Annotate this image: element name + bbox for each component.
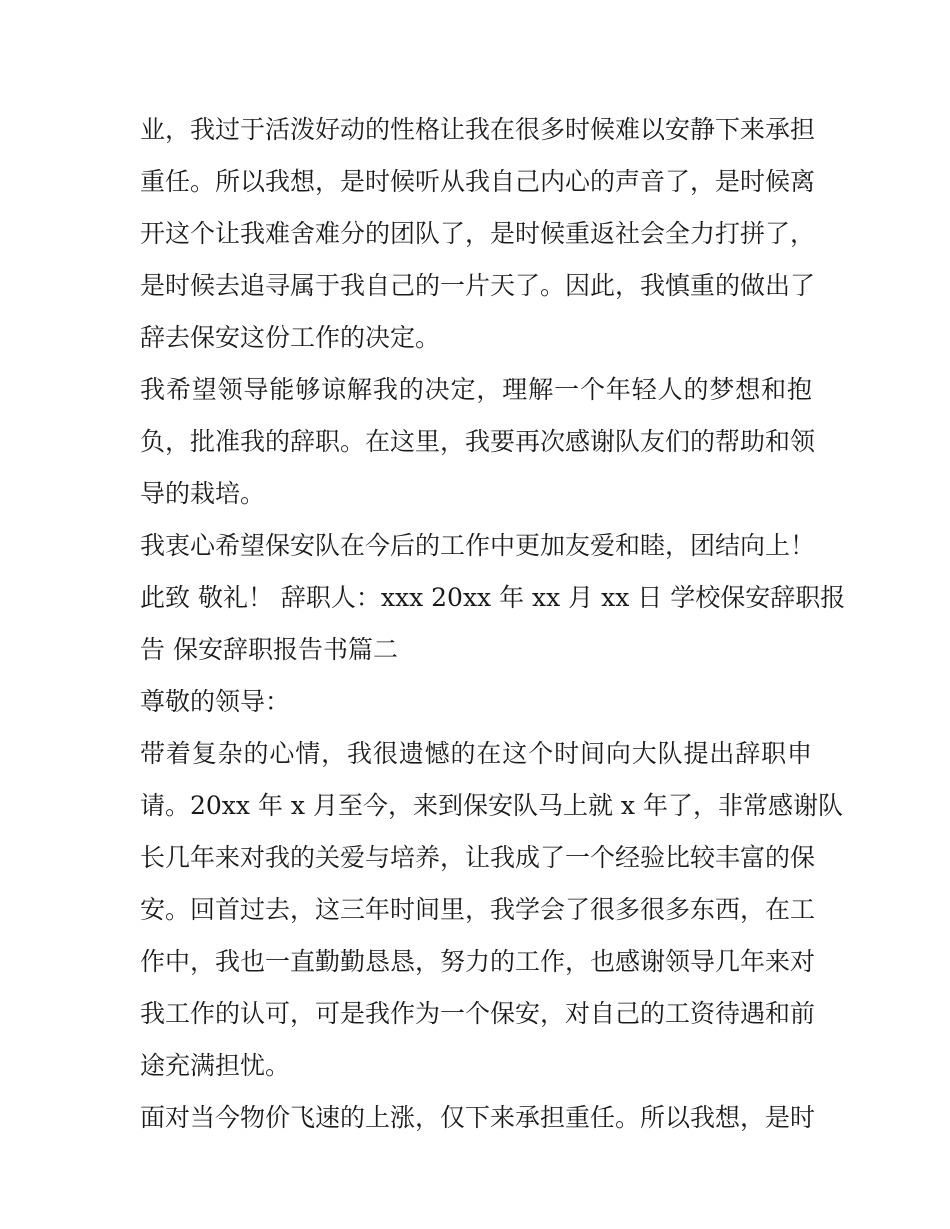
- text-line: 负，批准我的辞职。在这里，我要再次感谢队友们的帮助和领: [140, 427, 816, 456]
- text-line: 我希望领导能够谅解我的决定，理解一个年轻人的梦想和抱: [140, 375, 812, 404]
- text-line: 长几年来对我的关爱与培养，让我成了一个经验比较丰富的保: [140, 843, 816, 872]
- text-line: 是时候去追寻属于我自己的一片天了。因此，我慎重的做出了: [140, 271, 816, 300]
- text-line: 我工作的认可，可是我作为一个保安，对自己的工资待遇和前: [140, 999, 816, 1028]
- text-line: 辞去保安这份工作的决定。: [140, 323, 441, 352]
- text-line: 重任。所以我想，是时候听从我自己内心的声音了，是时候离: [140, 167, 816, 196]
- salutation: 尊敬的领导：: [140, 687, 291, 716]
- text-line: 带着复杂的心情，我很遗憾的在这个时间向大队提出辞职申: [140, 739, 812, 768]
- text-line: 业，我过于活泼好动的性格让我在很多时候难以安静下来承担: [140, 115, 816, 144]
- text-line: 导的栽培。: [140, 479, 266, 508]
- body-text: [140, 104, 846, 1144]
- text-line: 面对当今物价飞速的上涨，仅下来承担重任。所以我想，是时: [140, 1103, 816, 1132]
- text-line: 途充满担忧。: [140, 1051, 291, 1080]
- text-line: 此致 敬礼！ 辞职人：xxx 20xx 年 xx 月 xx 日 学校保安辞职报: [140, 583, 846, 612]
- text-line: 我衷心希望保安队在今后的工作中更加友爱和睦，团结向上！: [140, 531, 816, 560]
- text-line: 作中，我也一直勤勤恳恳，努力的工作，也感谢领导几年来对: [140, 947, 816, 976]
- text-line: 告 保安辞职报告书篇二: [140, 635, 398, 664]
- text-line: 开这个让我难舍难分的团队了，是时候重返社会全力打拼了，: [140, 219, 816, 248]
- text-line: 安。回首过去，这三年时间里，我学会了很多很多东西，在工: [140, 895, 816, 924]
- text-line: 请。20xx 年 x 月至今，来到保安队马上就 x 年了，非常感谢队: [140, 791, 843, 820]
